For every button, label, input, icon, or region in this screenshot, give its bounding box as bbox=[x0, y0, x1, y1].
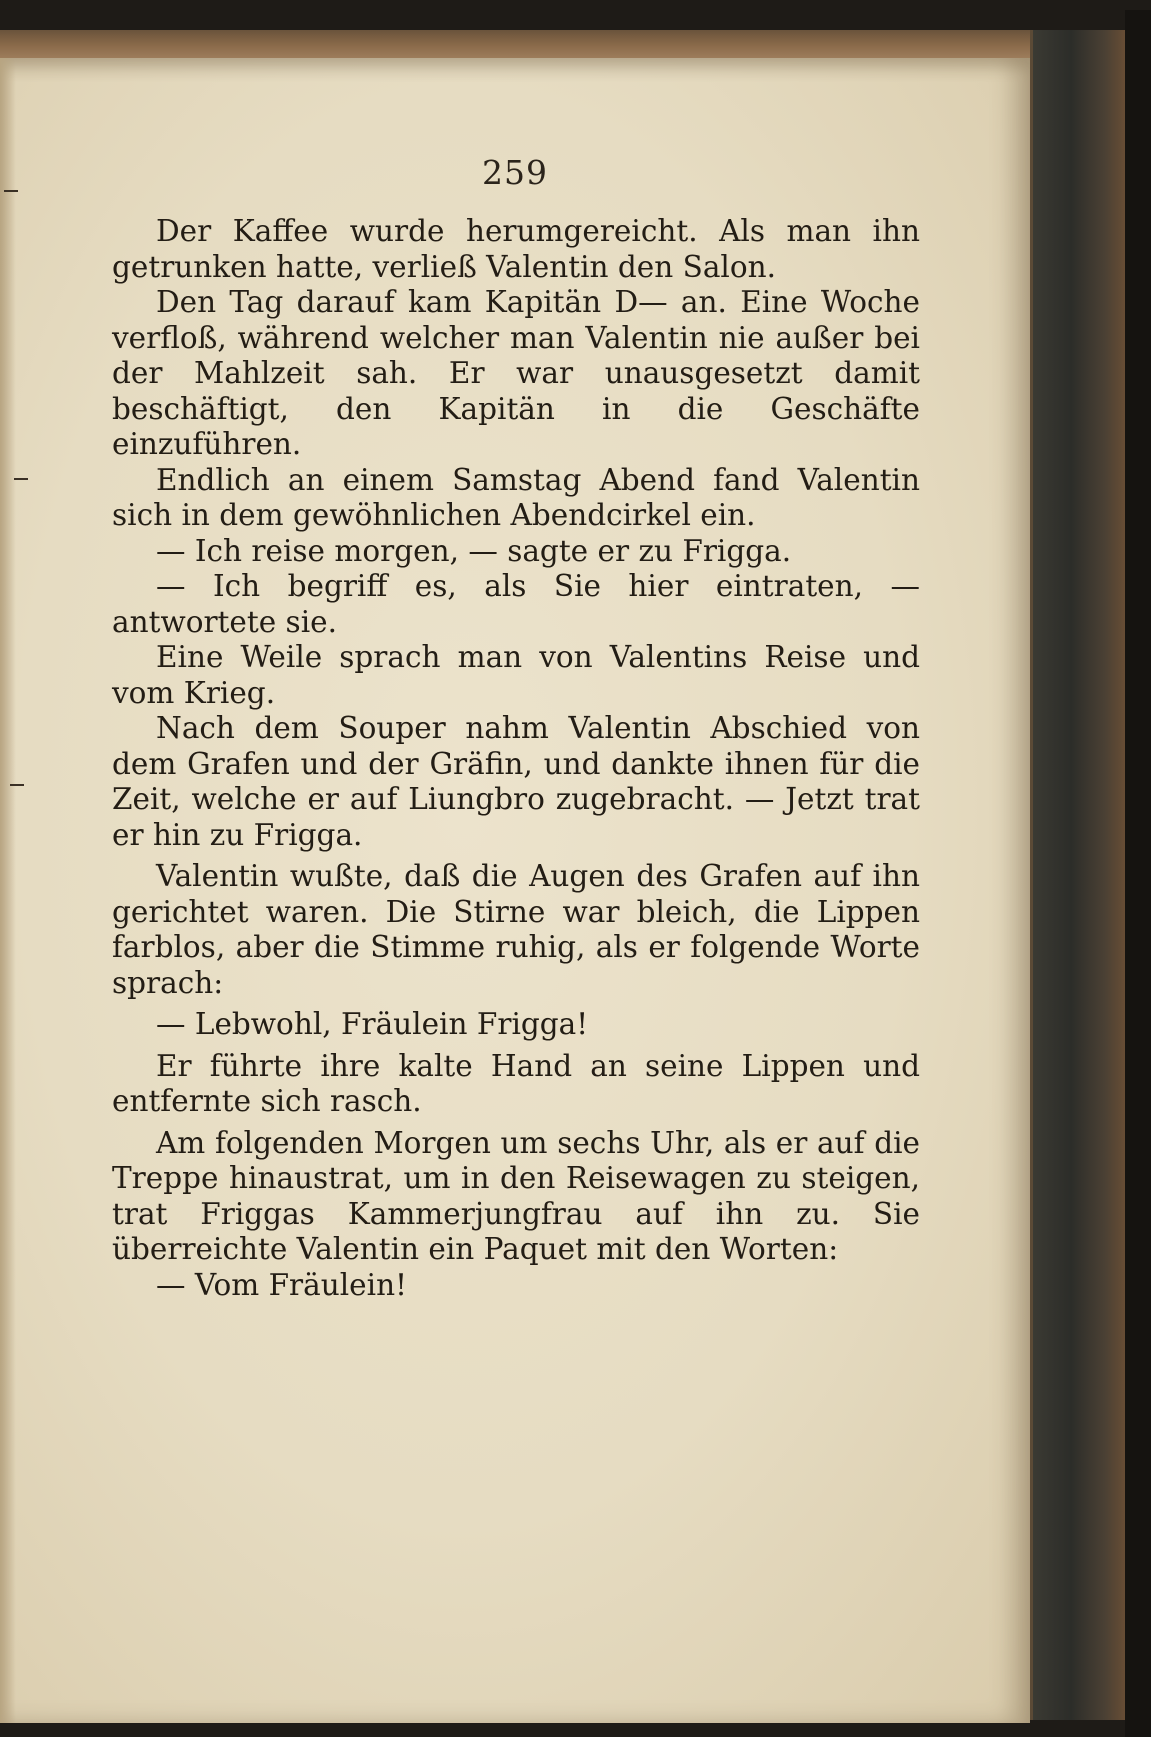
paragraph: — Vom Fräulein! bbox=[156, 1267, 407, 1302]
book-spine-edge bbox=[1125, 10, 1151, 1737]
paragraph: Der Kaffee wurde herumgereicht. Als man ihn getrunken hatte, verließ Valentin den Salon. bbox=[112, 214, 920, 284]
paragraph: Er führte ihre kalte Hand an seine Lippen und entfernte sich rasch. bbox=[112, 1048, 920, 1118]
paragraph: Den Tag darauf kam Kapitän D— an. Eine Woche verfloß, während welcher man Valentin nie außer bei der Mahlzeit sah. Er war unausgesetzt damit beschäftigt, den Kapitän in die Geschäfte einzuführen. bbox=[112, 285, 920, 461]
paragraph: Valentin wußte, daß die Augen des Grafen auf ihn gerichtet waren. Die Stirne war bleich, die Lippen farblos, aber die Stimme ruhig, als er folgende Worte sprach: bbox=[112, 859, 920, 1000]
margin-mark bbox=[4, 190, 18, 192]
page-number: 259 bbox=[482, 153, 548, 192]
paragraph: — Ich begriff es, als Sie hier eintraten, — antwortete sie. bbox=[112, 569, 920, 639]
paragraph: Endlich an einem Samstag Abend fand Valentin sich in dem gewöhnlichen Abendcirkel ein. bbox=[112, 462, 920, 532]
book-spine bbox=[1030, 30, 1128, 1720]
paragraph: Nach dem Souper nahm Valentin Abschied von dem Grafen und der Gräfin, und dankte ihnen für die Zeit, welche er auf Liungbro zugebracht. — Jetzt trat er hin zu Frigga. bbox=[112, 711, 920, 852]
page-gutter-shadow bbox=[0, 58, 16, 1723]
paragraph: — Ich reise morgen, — sagte er zu Frigga. bbox=[156, 533, 792, 568]
page-text bbox=[112, 214, 920, 1303]
margin-mark bbox=[10, 784, 24, 786]
paragraph: Eine Weile sprach man von Valentins Reise und vom Krieg. bbox=[112, 640, 920, 710]
margin-mark bbox=[14, 478, 28, 480]
paragraph: — Lebwohl, Fräulein Frigga! bbox=[156, 1007, 589, 1041]
paragraph: Am folgenden Morgen um sechs Uhr, als er auf die Treppe hinaustrat, um in den Reisewagen zu steigen, trat Friggas Kammerjungfrau auf ihn zu. Sie überreichte Valentin ein Paquet mit den Worten: bbox=[112, 1125, 920, 1266]
